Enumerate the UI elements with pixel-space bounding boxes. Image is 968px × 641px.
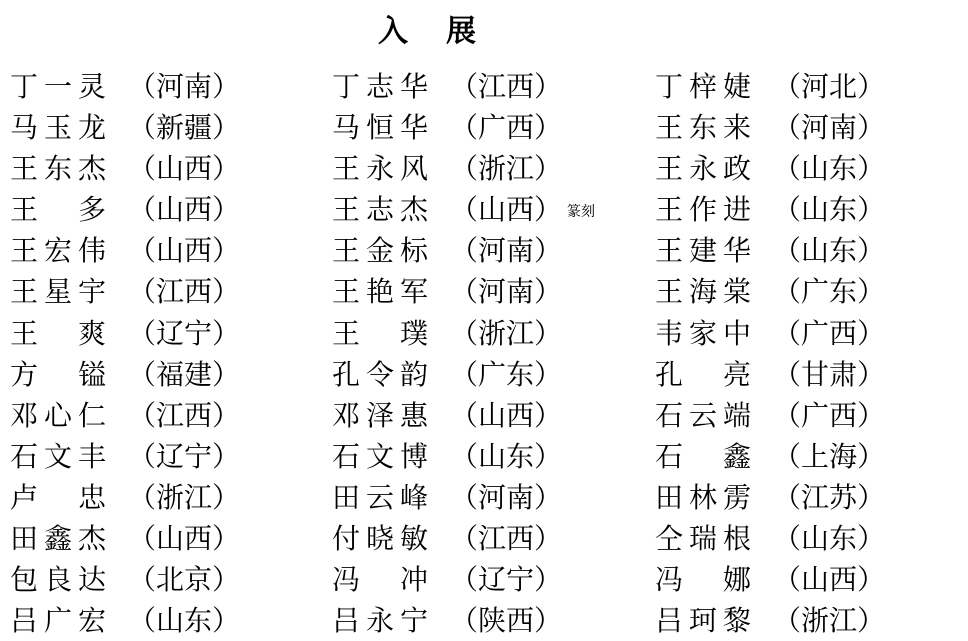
- entrant-name: 吕永宁: [332, 604, 428, 638]
- list-item: [332, 477, 632, 518]
- list-item: [655, 559, 955, 600]
- name-column-2: [332, 66, 632, 641]
- entrant-region: （山西）: [773, 563, 886, 597]
- entrant-name: 方镒: [10, 357, 106, 391]
- entrant-region: （上海）: [773, 439, 886, 473]
- list-item: [332, 559, 632, 600]
- list-item: [332, 230, 632, 271]
- name-column-3: [655, 66, 955, 641]
- list-item: [655, 518, 955, 559]
- entrant-name: 冯娜: [655, 563, 751, 597]
- entrant-name: 石鑫: [655, 439, 751, 473]
- entrant-region: （江西）: [450, 70, 563, 103]
- entrant-name: 邓泽惠: [332, 398, 428, 432]
- list-item: [10, 230, 310, 271]
- entrant-region: （广东）: [773, 275, 886, 309]
- entrant-region: （浙江）: [450, 152, 563, 186]
- list-item: [10, 313, 310, 354]
- entrant-region: （江苏）: [773, 480, 886, 514]
- entrant-name: 田鑫杰: [10, 522, 106, 556]
- entrant-region: （甘肃）: [773, 357, 886, 391]
- entrant-region: （浙江）: [128, 480, 241, 514]
- list-item: [10, 559, 310, 600]
- entrant-name: 邓心仁: [10, 398, 106, 432]
- list-item: [10, 271, 310, 312]
- entrant-region: （河南）: [773, 111, 886, 145]
- entrant-name: 王永风: [332, 152, 428, 186]
- entrant-region: （河南）: [450, 275, 563, 309]
- entrant-region: （山东）: [773, 234, 886, 268]
- entrant-region: （陕西）: [450, 604, 563, 638]
- entrant-region: （河南）: [450, 234, 563, 268]
- entrant-region: （山东）: [450, 439, 563, 473]
- list-item: [655, 354, 955, 395]
- entrant-name: 吕珂黎: [655, 604, 751, 638]
- entrant-name: 丁志华: [332, 70, 428, 103]
- entrant-name: 田林雳: [655, 480, 751, 514]
- entrant-name: 仝瑞根: [655, 522, 751, 556]
- list-item: [10, 66, 310, 107]
- entrant-region: （山东）: [128, 604, 241, 638]
- entrant-name: 石云端: [655, 398, 751, 432]
- list-item: [10, 189, 310, 230]
- entrant-region: （山西）: [128, 234, 241, 268]
- list-item: [655, 189, 955, 230]
- list-item: [332, 148, 632, 189]
- list-item: [655, 477, 955, 518]
- entrant-region: （山东）: [773, 522, 886, 556]
- list-item: [10, 436, 310, 477]
- entrant-name: 孔令韵: [332, 357, 428, 391]
- list-item: [655, 66, 955, 107]
- list-item: [655, 107, 955, 148]
- entrant-name: 王星宇: [10, 275, 106, 309]
- list-item: [655, 271, 955, 312]
- entrant-region: （广西）: [773, 398, 886, 432]
- entrant-region: （山西）: [450, 398, 563, 432]
- entrant-region: （辽宁）: [128, 316, 241, 350]
- entrant-name: 韦家中: [655, 316, 751, 350]
- entrant-name: 马玉龙: [10, 111, 106, 145]
- entrant-region: （江西）: [450, 522, 563, 556]
- list-item: [655, 313, 955, 354]
- entrant-name: 丁一灵: [10, 70, 106, 103]
- entrant-name: 付晓敏: [332, 522, 428, 556]
- entrant-name: 包良达: [10, 563, 106, 597]
- list-item: [655, 148, 955, 189]
- list-item: [10, 148, 310, 189]
- entrant-name: 马恒华: [332, 111, 428, 145]
- entrant-name: 王金标: [332, 234, 428, 268]
- entrant-region: （浙江）: [450, 316, 563, 350]
- entrant-region: （江西）: [128, 275, 241, 309]
- entrant-name: 吕广宏: [10, 604, 106, 638]
- entrant-region: （福建）: [128, 357, 241, 391]
- entrant-region: （河南）: [128, 70, 241, 103]
- entrant-name: 王东杰: [10, 152, 106, 186]
- list-item: [332, 600, 632, 641]
- entrant-name: 王多: [10, 193, 106, 227]
- list-item: [332, 66, 632, 107]
- list-item: [655, 600, 955, 641]
- entrant-region: （河北）: [773, 70, 886, 103]
- list-item: [10, 354, 310, 395]
- list-item: [10, 600, 310, 641]
- entrant-name: 王建华: [655, 234, 751, 268]
- entrant-region: （山西）: [450, 193, 563, 227]
- entrant-region: （辽宁）: [128, 439, 241, 473]
- list-item: [332, 271, 632, 312]
- entrant-region: （广东）: [450, 357, 563, 391]
- entrant-region: （河南）: [450, 480, 563, 514]
- entrant-name: 石文丰: [10, 439, 106, 473]
- entrant-name: 王东来: [655, 111, 751, 145]
- entrant-region: （广西）: [773, 316, 886, 350]
- name-column-1: [10, 66, 310, 641]
- category-note: 篆刻: [567, 204, 595, 220]
- list-item: [332, 354, 632, 395]
- entrant-region: （新疆）: [128, 111, 241, 145]
- entrant-region: （山东）: [773, 152, 886, 186]
- list-item: [332, 107, 632, 148]
- entrant-region: （江西）: [128, 398, 241, 432]
- entrant-name: 王海棠: [655, 275, 751, 309]
- entrant-name: 王作进: [655, 193, 751, 227]
- entrant-region: （山西）: [128, 193, 241, 227]
- entrant-name: 王宏伟: [10, 234, 106, 268]
- entrant-name: 王爽: [10, 316, 106, 350]
- list-item: [332, 436, 632, 477]
- entrant-name: 石文博: [332, 439, 428, 473]
- entrant-name: 卢忠: [10, 480, 106, 514]
- list-item: [655, 436, 955, 477]
- entrant-region: （广西）: [450, 111, 563, 145]
- list-item: [10, 107, 310, 148]
- list-item: [655, 395, 955, 436]
- list-item: [332, 518, 632, 559]
- entrant-name: 王璞: [332, 316, 428, 350]
- list-item: [10, 477, 310, 518]
- entrant-name: 田云峰: [332, 480, 428, 514]
- entrant-region: （浙江）: [773, 604, 886, 638]
- entrant-name: 冯冲: [332, 563, 428, 597]
- entrant-name: 丁梓婕: [655, 70, 751, 103]
- entrant-region: （山东）: [773, 193, 886, 227]
- entrant-name: 王艳军: [332, 275, 428, 309]
- entrant-region: （北京）: [128, 563, 241, 597]
- entrant-name: 孔亮: [655, 357, 751, 391]
- list-item: [332, 313, 632, 354]
- entrant-region: （山西）: [128, 152, 241, 186]
- list-item: [655, 230, 955, 271]
- entrant-name: 王志杰: [332, 193, 428, 227]
- entrant-region: （山西）: [128, 522, 241, 556]
- entrant-name: 王永政: [655, 152, 751, 186]
- list-item: [10, 518, 310, 559]
- page-title: 入展: [378, 14, 514, 49]
- entrant-region: （辽宁）: [450, 563, 563, 597]
- list-item: [332, 395, 632, 436]
- list-item: [10, 395, 310, 436]
